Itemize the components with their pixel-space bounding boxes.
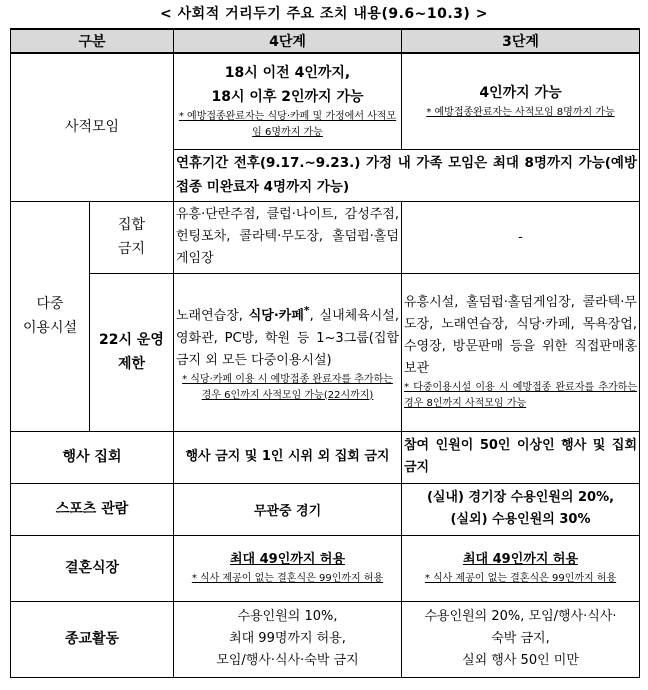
operation-limit-level4-pre: 노래연습장, bbox=[176, 308, 249, 324]
operation-limit-label-line2: 제한 bbox=[117, 356, 146, 372]
private-level3-main: 4인까지 가능 bbox=[479, 85, 562, 102]
operation-limit-level4-sup: * bbox=[303, 304, 310, 318]
private-level4-line1: 18시 이전 4인까지, bbox=[224, 65, 351, 82]
rally-row bbox=[11, 431, 640, 483]
operation-limit-level4-note: * 식당·카페 이용 시 예방접종 완료자를 추가하는 경우 6인까지 사적모임 가능(22시까지) bbox=[182, 373, 393, 401]
wedding-label: 결혼식장 bbox=[11, 535, 174, 601]
rally-level3: 참여 인원이 50인 이상인 행사 및 집회 금지 bbox=[402, 431, 640, 483]
religion-level4-line3: 모임/행사·식사·숙박 금지 bbox=[216, 653, 359, 668]
operation-limit-level4-cell bbox=[174, 273, 402, 431]
private-level4-line2: 18시 이후 2인까지 가능 bbox=[211, 89, 364, 106]
rally-level4: 행사 금지 및 1인 시위 외 집회 금지 bbox=[174, 431, 402, 483]
measures-table bbox=[10, 28, 640, 678]
gathering-ban-label-line1: 집합 bbox=[117, 217, 146, 233]
operation-limit-level4-bold: 식당·카페 bbox=[248, 308, 304, 324]
religion-label: 종교활동 bbox=[11, 601, 174, 677]
sports-label: 스포츠 관람 bbox=[11, 483, 174, 535]
gathering-ban-label bbox=[90, 201, 174, 273]
sports-row bbox=[11, 483, 640, 535]
page-title: < 사회적 거리두기 주요 조치 내용(9.6~10.3) > bbox=[160, 6, 488, 22]
rally-label: 행사 집회 bbox=[11, 431, 174, 483]
gathering-ban-row bbox=[11, 201, 640, 273]
religion-level3-line3: 실외 행사 50인 미만 bbox=[462, 653, 579, 668]
wedding-level4-main: 최대 49인까지 허용 bbox=[229, 552, 346, 567]
wedding-level3-note: * 식사 제공이 없는 결혼식은 99인까지 허용 bbox=[424, 573, 617, 584]
operation-limit-level4-post: , 실내체육시설, 영화관, PC방, 학원 등 1~3그룹(집합금지 외 모든 다중이용시설) bbox=[176, 308, 399, 368]
wedding-row bbox=[11, 535, 640, 601]
private-level3-cell bbox=[402, 53, 640, 149]
sports-level4: 무관중 경기 bbox=[174, 483, 402, 535]
religion-row bbox=[11, 601, 640, 677]
religion-level3-line2: 숙박 금지, bbox=[491, 631, 550, 646]
private-gathering-row bbox=[11, 53, 640, 149]
sports-level3-line1: (실내) 경기장 수용인원의 20%, bbox=[426, 490, 615, 505]
gathering-ban-level3: - bbox=[402, 201, 640, 273]
wedding-level4-cell bbox=[174, 535, 402, 601]
operation-limit-level3-cell bbox=[402, 273, 640, 431]
religion-level4-cell bbox=[174, 601, 402, 677]
holiday-note: 연휴기간 전후(9.17.~9.23.) 가정 내 가족 모임은 최대 8명까지 가능(예방접종 미완료자 4명까지 가능) bbox=[174, 149, 640, 201]
private-level3-note: * 예방접종완료자는 사적모임 8명까지 가능 bbox=[426, 107, 615, 119]
religion-level3-line1: 수용인원의 20%, 모임/행사·식사· bbox=[424, 609, 617, 624]
gathering-ban-level4: 유흥·단란주점, 클럽·나이트, 감성주점, 헌팅포차, 콜라텍·무도장, 홀덤펍·홀덤게임장 bbox=[174, 201, 402, 273]
gathering-ban-label-line2: 금지 bbox=[117, 241, 146, 257]
wedding-level4-note: * 식사 제공이 없는 결혼식은 99인까지 허용 bbox=[191, 573, 384, 584]
wedding-level3-cell bbox=[402, 535, 640, 601]
private-gathering-label: 사적모임 bbox=[11, 53, 174, 201]
header-category: 구분 bbox=[11, 29, 174, 53]
facilities-label-line1: 다중 bbox=[36, 296, 64, 312]
operation-limit-level4-text bbox=[176, 300, 399, 371]
header-level4: 4단계 bbox=[174, 29, 402, 53]
facilities-label-line2: 이용시설 bbox=[22, 320, 78, 336]
operation-limit-level3-note: * 다중이용시설 이용 시 예방접종 완료자를 추가하는 경우 8인까지 사적모임 가능 bbox=[404, 382, 637, 409]
sports-level3-cell bbox=[402, 483, 640, 535]
sports-level3-line2: (실외) 수용인원의 30% bbox=[450, 512, 591, 527]
private-level4-note: * 예방접종완료자는 식당·카페 및 가정에서 사적모임 6명까지 가능 bbox=[178, 111, 397, 139]
religion-level3-cell bbox=[402, 601, 640, 677]
wedding-level3-main: 최대 49인까지 허용 bbox=[462, 552, 579, 567]
operation-limit-level3-text: 유흥시설, 홀덤펍·홀덤게임장, 콜라텍·무도장, 노래연습장, 식당·카페, 목욕장업, 수영장, 방문판매 등을 위한 직접판매홍보관 bbox=[404, 295, 637, 376]
religion-level4-line1: 수용인원의 10%, bbox=[237, 609, 338, 624]
operation-limit-label bbox=[90, 273, 174, 431]
operation-limit-row bbox=[11, 273, 640, 431]
religion-level4-line2: 최대 99명까지 허용, bbox=[229, 631, 346, 646]
header-level3: 3단계 bbox=[402, 29, 640, 53]
operation-limit-label-line1: 22시 운영 bbox=[99, 332, 164, 348]
private-level4-cell bbox=[174, 53, 402, 149]
header-row bbox=[11, 29, 640, 53]
facilities-label bbox=[11, 201, 90, 431]
